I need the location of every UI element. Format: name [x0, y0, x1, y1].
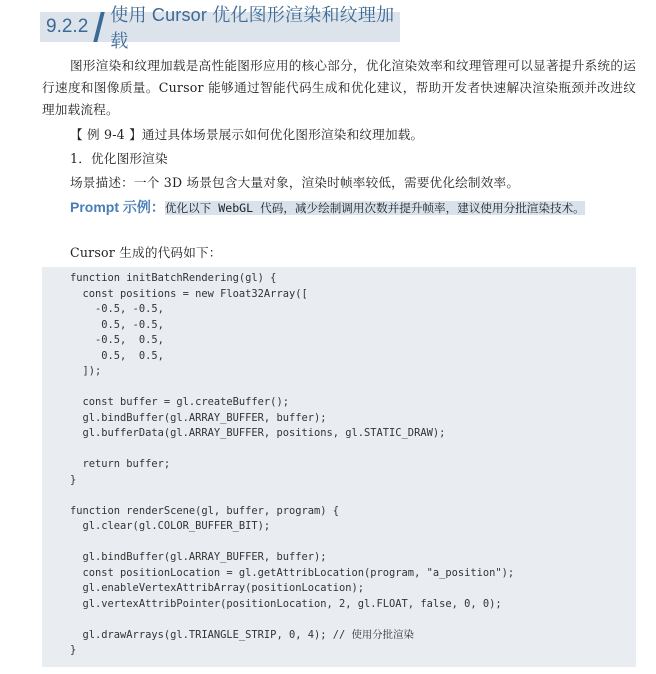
intro-paragraph: 图形渲染和纹理加载是高性能图形应用的核心部分，优化渲染效率和纹理管理可以显著提升系统的运行速度和图像质量。Cursor 能够通过智能代码生成和优化建议，帮助开发者快速解决渲染瓶颈并改进纹理加载流程。 [42, 58, 636, 117]
code-line: gl.vertexAttribPointer(positionLocation, 2, gl.FLOAT, false, 0, 0); [70, 597, 502, 610]
prompt-example [42, 196, 636, 219]
code-block [42, 267, 636, 667]
code-line [70, 535, 636, 551]
code-line: gl.bindBuffer(gl.ARRAY_BUFFER, buffer); [70, 551, 327, 563]
example-line: 【 例 9-4 】通过具体场景展示如何优化图形渲染和纹理加载。 [70, 127, 424, 142]
code-line: function initBatchRendering(gl) { [70, 272, 277, 284]
prompt-text: 优化以下 WebGL 代码，减少绘制调用次数并提升帧率，建议使用分批渲染技术。 [164, 201, 585, 215]
code-line: -0.5, -0.5, [70, 303, 164, 315]
code-line: -0.5, 0.5, [70, 334, 164, 346]
code-line: return buffer; [70, 458, 171, 470]
code-line: 0.5, 0.5, [70, 349, 164, 362]
code-line: ]); [70, 365, 102, 377]
code-line [70, 488, 636, 504]
code-line: } [70, 473, 77, 486]
prompt-label: Prompt 示例： [70, 199, 165, 215]
code-line: gl.bufferData(gl.ARRAY_BUFFER, positions, gl.STATIC_DRAW); [70, 427, 446, 439]
code-line: const buffer = gl.createBuffer(); [70, 396, 289, 408]
code-line: gl.clear(gl.COLOR_BUFFER_BIT); [70, 520, 271, 532]
code-line: } [70, 644, 77, 656]
code-line [70, 442, 636, 458]
scenario-text: 场景描述：一个 3D 场景包含大量对象，渲染时帧率较低，需要优化绘制效率。 [70, 175, 520, 190]
code-intro: Cursor 生成的代码如下： [70, 245, 222, 260]
code-line: gl.enableVertexAttribArray(positionLocation); [70, 582, 365, 594]
code-listing [70, 271, 636, 659]
code-line: gl.drawArrays(gl.TRIANGLE_STRIP, 0, 4); // 使用分批渲染 [70, 628, 414, 641]
code-line: gl.bindBuffer(gl.ARRAY_BUFFER, buffer); [70, 411, 327, 424]
code-line [70, 612, 636, 628]
code-line: function renderScene(gl, buffer, program) { [70, 504, 339, 517]
section-heading [40, 5, 400, 51]
code-line: 0.5, -0.5, [70, 318, 164, 331]
code-line [70, 380, 636, 396]
code-line: const positionLocation = gl.getAttribLocation(program, "a_position"); [70, 566, 515, 579]
section-title: 使用 Cursor 优化图形渲染和纹理加载 [110, 5, 395, 51]
section-number: 9.2.2 [40, 16, 98, 38]
code-line: const positions = new Float32Array([ [70, 287, 308, 300]
step-heading: 1．优化图形渲染 [70, 151, 168, 166]
